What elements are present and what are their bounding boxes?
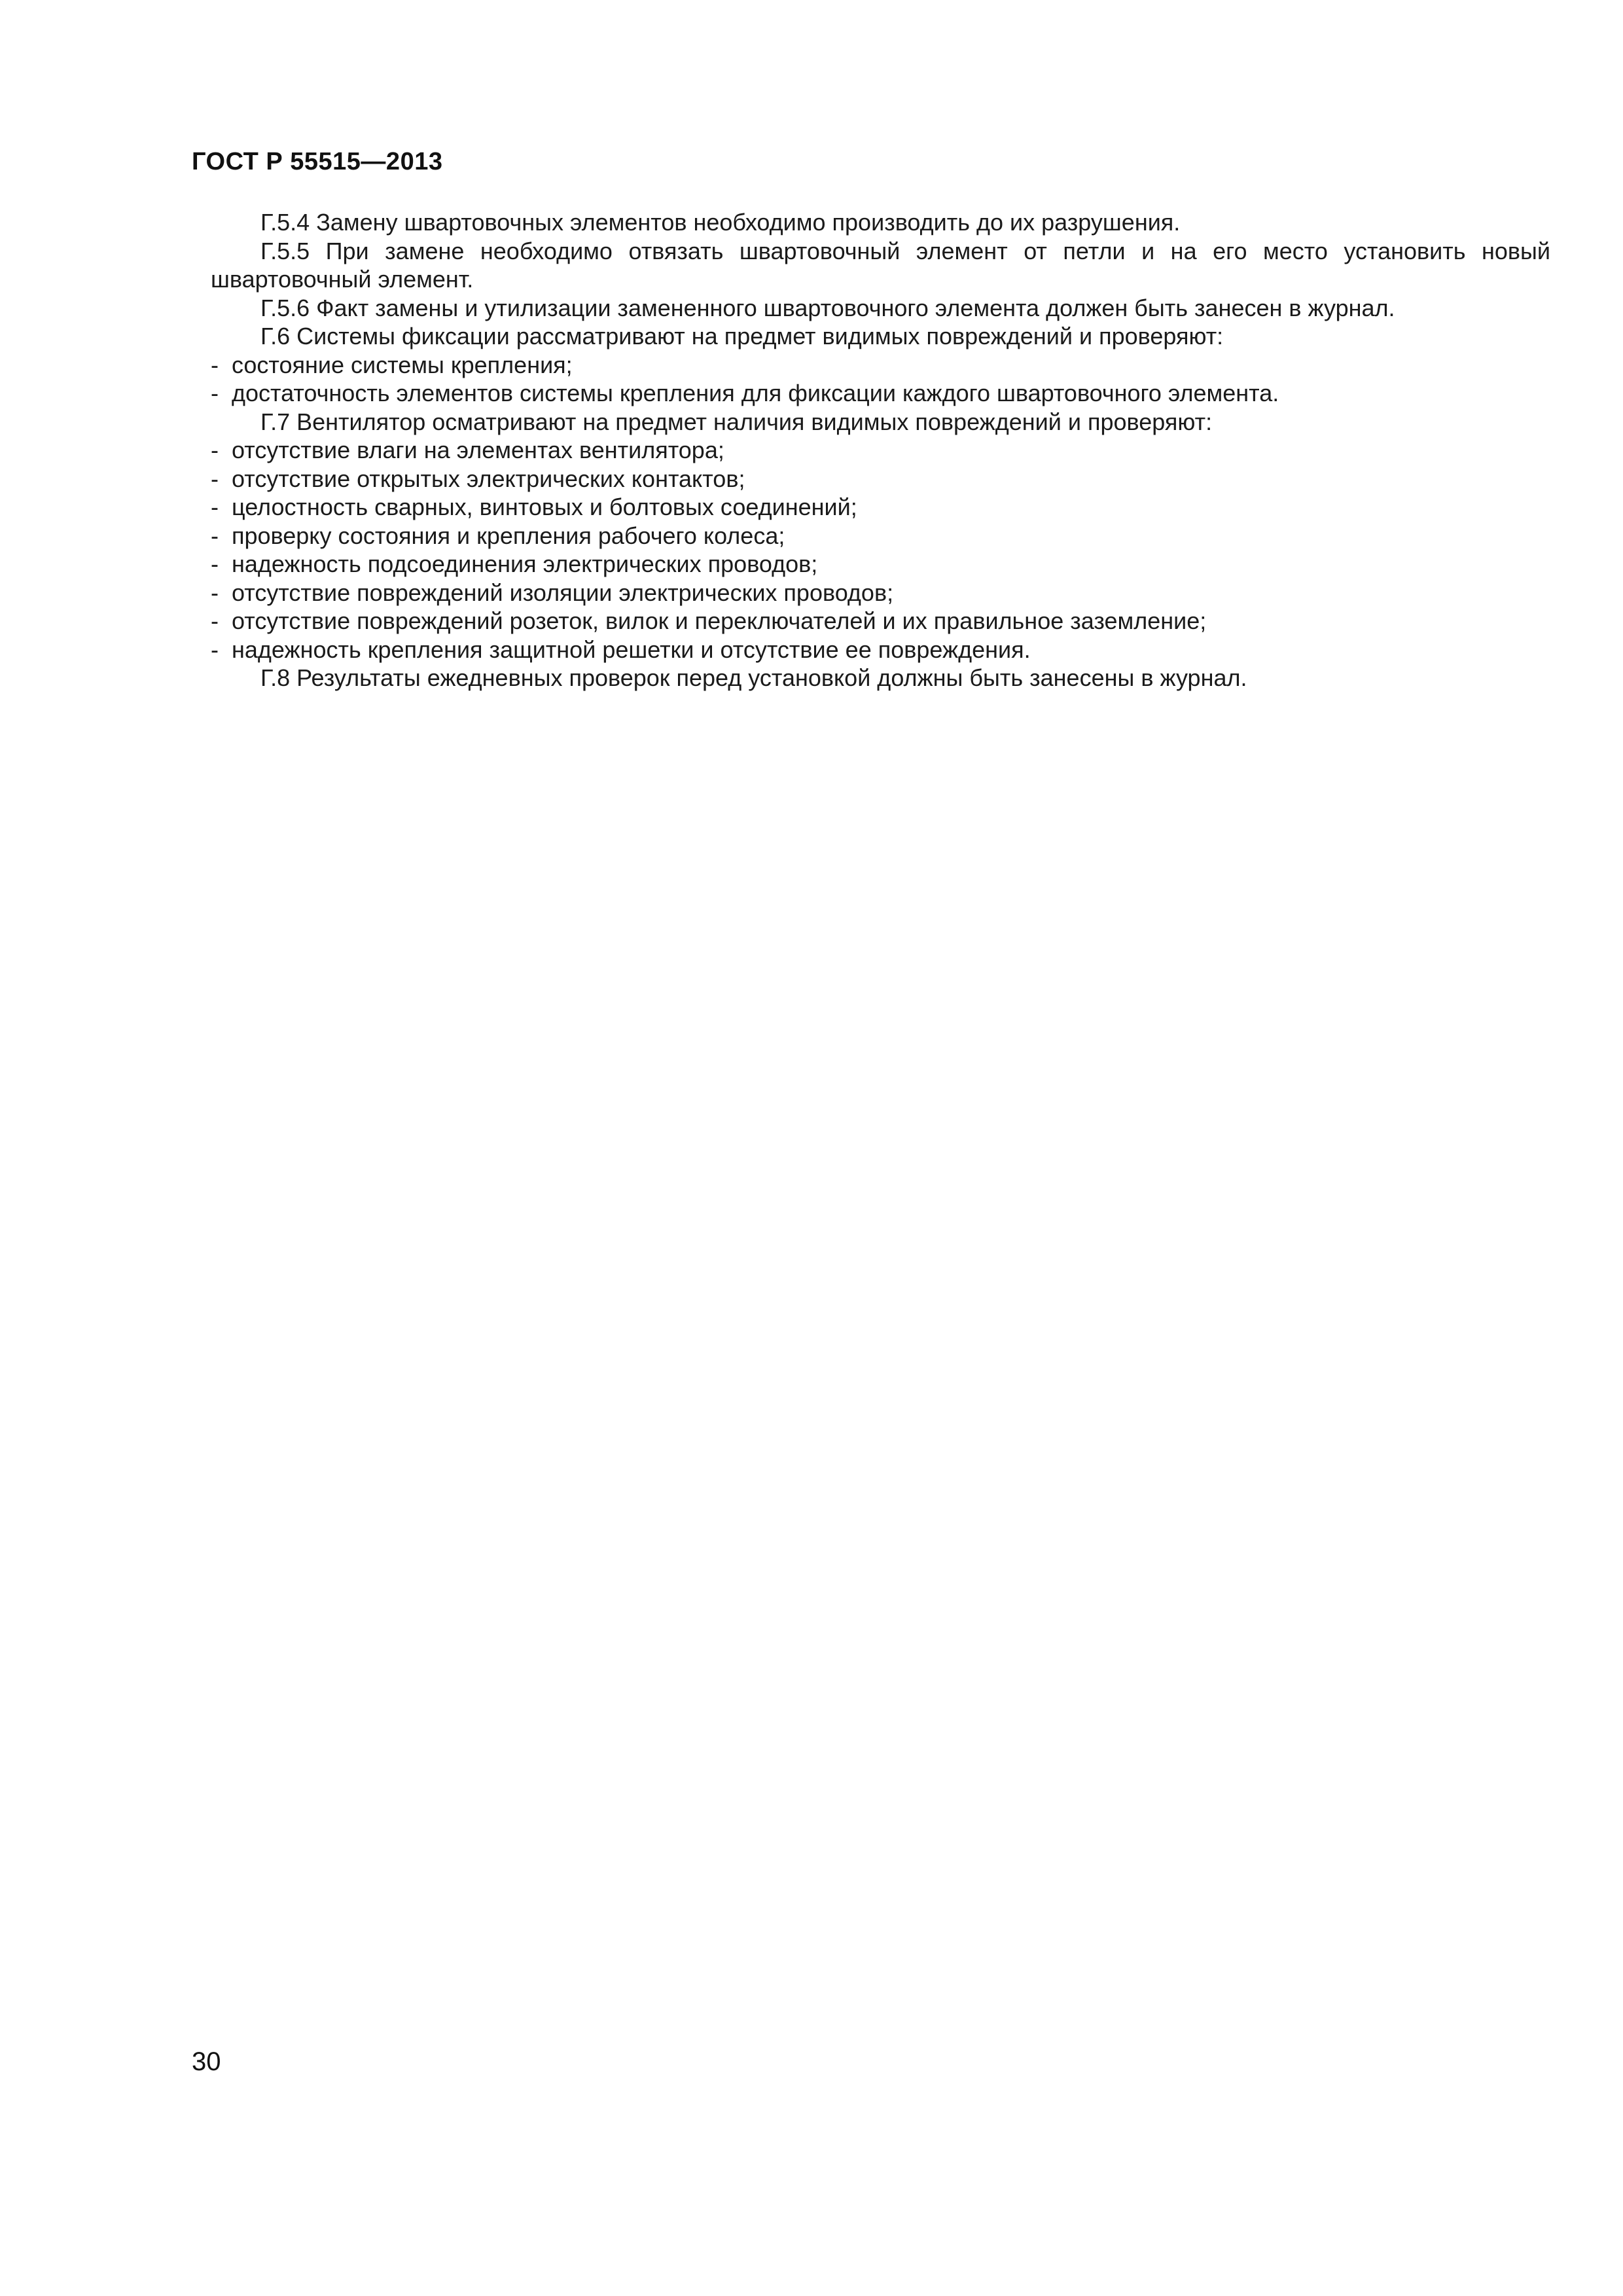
list-marker: - bbox=[211, 351, 219, 378]
list-item-text: отсутствие повреждений изоляции электрических проводов; bbox=[232, 579, 894, 606]
paragraph-g-5-6: Г.5.6 Факт замены и утилизации замененного швартовочного элемента должен быть занесен в журнал. bbox=[260, 294, 1395, 321]
list-marker: - bbox=[211, 550, 219, 577]
list-item-text: отсутствие открытых электрических контактов; bbox=[232, 465, 745, 492]
list-item bbox=[211, 465, 1550, 493]
document-number-header: ГОСТ Р 55515—2013 bbox=[192, 148, 443, 175]
list-marker: - bbox=[211, 522, 219, 549]
list-item-text: состояние системы крепления; bbox=[232, 351, 573, 378]
list-marker: - bbox=[211, 579, 219, 606]
list-item bbox=[211, 607, 1550, 636]
list-item bbox=[211, 351, 1550, 380]
paragraph-g-5-4: Г.5.4 Замену швартовочных элементов необходимо производить до их разрушения. bbox=[260, 209, 1181, 236]
list-item bbox=[211, 522, 1550, 550]
list-item bbox=[211, 550, 1550, 579]
list-item-text: достаточность элементов системы крепления для фиксации каждого швартовочного элемента. bbox=[232, 380, 1279, 406]
list-marker: - bbox=[211, 380, 219, 406]
list-marker: - bbox=[211, 465, 219, 492]
document-body bbox=[211, 208, 1550, 692]
list-item-text: проверку состояния и крепления рабочего колеса; bbox=[232, 522, 785, 549]
paragraph-g-5-5: Г.5.5 При замене необходимо отвязать швартовочный элемент от петли и на его место установить новый швартовочный элемент. bbox=[211, 237, 1550, 293]
page-number: 30 bbox=[192, 2047, 221, 2076]
list-marker: - bbox=[211, 636, 219, 663]
paragraph-g-7: Г.7 Вентилятор осматривают на предмет наличия видимых повреждений и проверяют: bbox=[260, 408, 1213, 435]
list-item-text: надежность подсоединения электрических проводов; bbox=[232, 550, 818, 577]
list-marker: - bbox=[211, 437, 219, 463]
list-item bbox=[211, 436, 1550, 465]
list-item-text: отсутствие влаги на элементах вентилятора; bbox=[232, 437, 724, 463]
paragraph-g-6: Г.6 Системы фиксации рассматривают на предмет видимых повреждений и проверяют: bbox=[260, 323, 1224, 350]
list-item bbox=[211, 493, 1550, 522]
list-item-text: отсутствие повреждений розеток, вилок и переключателей и их правильное заземление; bbox=[232, 607, 1207, 634]
list-item-text: надежность крепления защитной решетки и отсутствие ее повреждения. bbox=[232, 636, 1031, 663]
paragraph-g-8: Г.8 Результаты ежедневных проверок перед установкой должны быть занесены в журнал. bbox=[260, 664, 1247, 691]
list-marker: - bbox=[211, 607, 219, 634]
list-marker: - bbox=[211, 493, 219, 520]
list-item bbox=[211, 379, 1550, 408]
list-item bbox=[211, 636, 1550, 664]
list-item bbox=[211, 579, 1550, 607]
list-item-text: целостность сварных, винтовых и болтовых соединений; bbox=[232, 493, 857, 520]
